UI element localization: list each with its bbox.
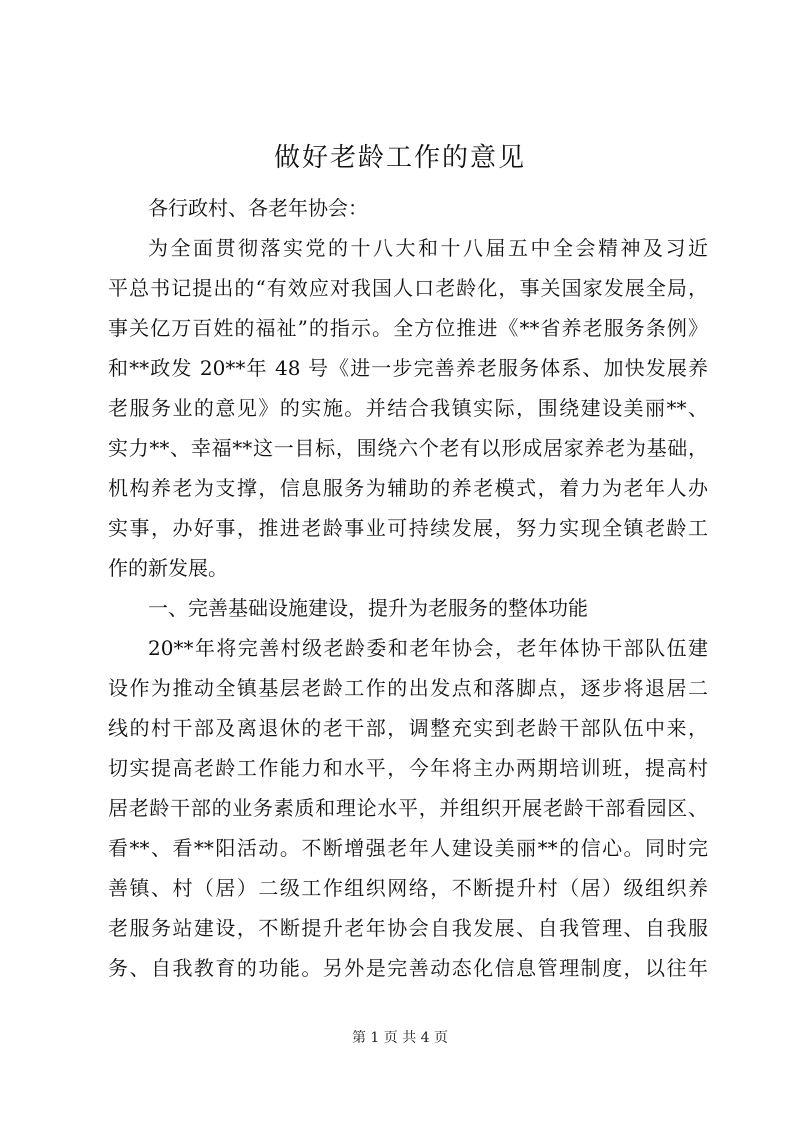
- paragraph-line: 线的村干部及离退休的老干部，调整充实到老龄干部队伍中来，: [108, 716, 708, 740]
- paragraph-line: 为全面贯彻落实党的十八大和十八届五中全会精神及习近: [148, 236, 708, 260]
- paragraph-line: 设作为推动全镇基层老龄工作的出发点和落脚点，逐步将退居二: [108, 676, 708, 700]
- paragraph-line: 实事，办好事，推进老龄事业可持续发展，努力实现全镇老龄工: [108, 516, 708, 540]
- document-body: [108, 188, 708, 988]
- paragraph-line: 和**政发 20**年 48 号《进一步完善养老服务体系、加快发展养: [108, 356, 708, 380]
- paragraph-line: 务、自我教育的功能。另外是完善动态化信息管理制度，以往年: [108, 956, 708, 980]
- paragraph-1: [108, 228, 708, 588]
- document-title: 做好老龄工作的意见: [273, 143, 526, 173]
- paragraph-line: 事关亿万百姓的福祉”的指示。全方位推进《**省养老服务条例》: [108, 316, 708, 340]
- section-heading: 一、完善基础设施建设，提升为老服务的整体功能: [148, 596, 588, 620]
- paragraph-line: 居老龄干部的业务素质和理论水平，并组织开展老龄干部看园区、: [108, 796, 708, 820]
- paragraph-line: 老服务业的意见》的实施。并结合我镇实际，围绕建设美丽**、: [108, 396, 708, 420]
- page-footer: 第 1 页 共 4 页: [351, 1030, 449, 1046]
- paragraph-line: 20**年将完善村级老龄委和老年协会，老年体协干部队伍建: [148, 636, 708, 660]
- salutation: 各行政村、各老年协会：: [148, 196, 368, 220]
- paragraph-line: 实力**、幸福**这一目标，围绕六个老有以形成居家养老为基础，: [108, 436, 708, 460]
- paragraph-line: 善镇、村（居）二级工作组织网络，不断提升村（居）级组织养: [108, 876, 708, 900]
- paragraph-line: 看**、看**阳活动。不断增强老年人建设美丽**的信心。同时完: [108, 836, 708, 860]
- paragraph-line: 平总书记提出的“有效应对我国人口老龄化，事关国家发展全局，: [108, 276, 708, 300]
- paragraph-line: 切实提高老龄工作能力和水平，今年将主办两期培训班，提高村: [108, 756, 708, 780]
- paragraph-line: 作的新发展。: [108, 556, 228, 580]
- paragraph-line: 老服务站建设，不断提升老年协会自我发展、自我管理、自我服: [108, 916, 708, 940]
- paragraph-line: 机构养老为支撑，信息服务为辅助的养老模式，着力为老年人办: [108, 476, 708, 500]
- paragraph-2: [108, 628, 708, 988]
